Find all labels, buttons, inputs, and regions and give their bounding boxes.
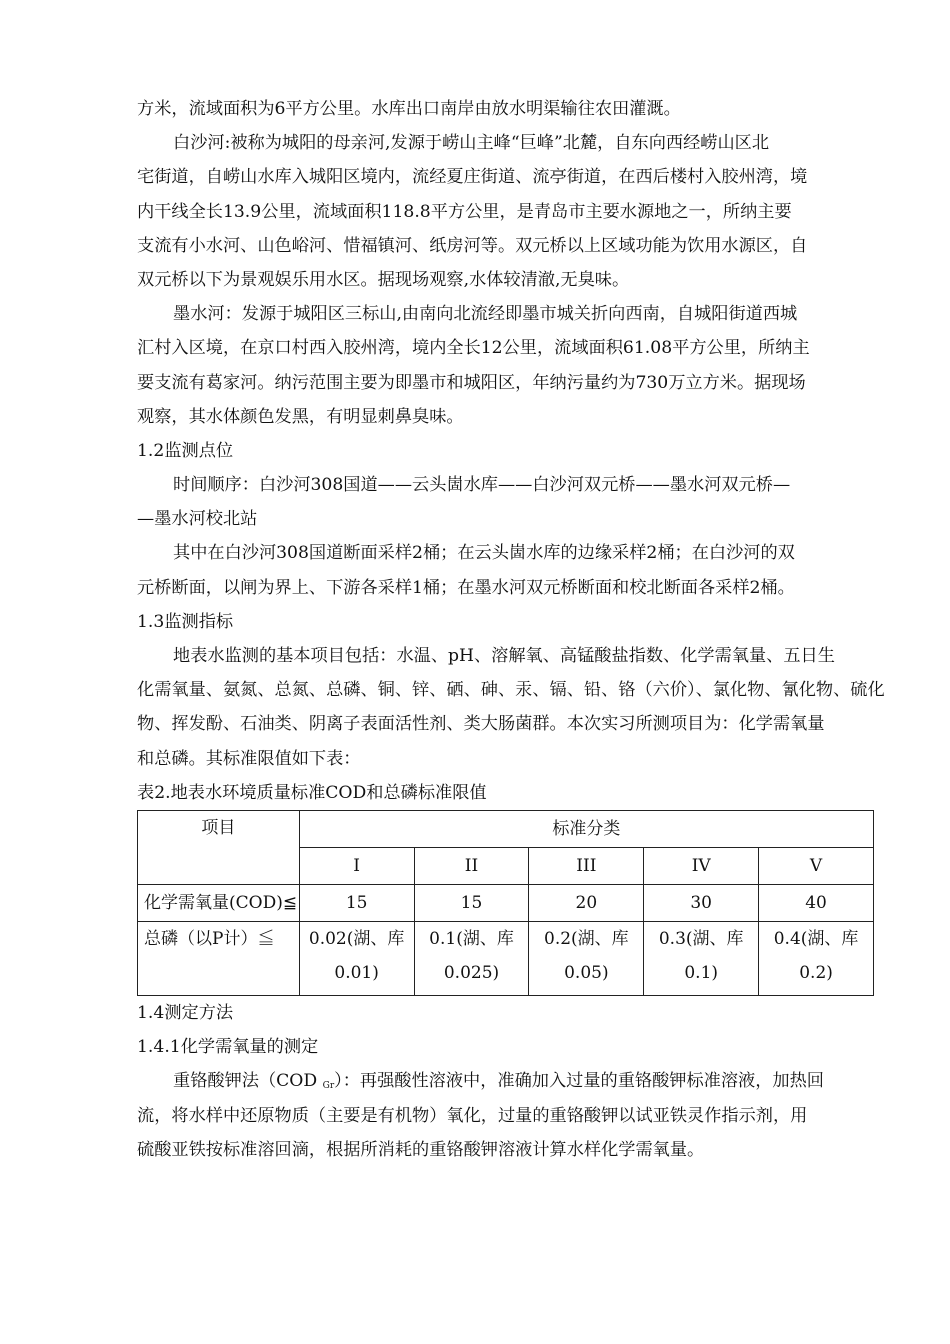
paragraph-line: 元桥断面，以闸为界上、下游各采样1桶；在墨水河双元桥断面和校北断面各采样2桶。 bbox=[137, 577, 795, 598]
cell-line: 0.2(湖、库 bbox=[544, 928, 629, 949]
section-heading: 1.2监测点位 bbox=[137, 440, 234, 461]
paragraph-line: —墨水河校北站 bbox=[137, 509, 258, 530]
cell-line: 0.1) bbox=[684, 962, 719, 983]
table-caption: 表2.地表水环境质量标准COD和总磷标准限值 bbox=[137, 782, 487, 803]
paragraph-line: 流，将水样中还原物质（主要是有机物）氧化，过量的重铬酸钾以试亚铁灵作指示剂，用 bbox=[137, 1105, 808, 1126]
cell-line: 0.3(湖、库 bbox=[658, 928, 744, 949]
paragraph-line: 墨水河：发源于城阳区三标山,由南向北流经即墨市城关折向西南，自城阳街道西城 bbox=[173, 304, 798, 325]
table-cell: 15 bbox=[414, 884, 529, 921]
paragraph-line: 其中在白沙河308国道断面采样2桶；在云头崮水库的边缘采样2桶；在白沙河的双 bbox=[173, 543, 795, 564]
paragraph-line: 要支流有葛家河。纳污范围主要为即墨市和城阳区，年纳污量约为730万立方米。据现场 bbox=[137, 372, 806, 393]
paragraph-line: 双元桥以下为景观娱乐用水区。据现场观察,水体较清澈,无臭味。 bbox=[137, 269, 630, 290]
paragraph-line: 宅街道，自崂山水库入城阳区境内，流经夏庄街道、流亭街道，在西后楼村入胶州湾，境 bbox=[137, 167, 808, 188]
header-item-cell: 项目 bbox=[138, 810, 300, 884]
paragraph-line: 地表水监测的基本项目包括：水温、pH、溶解氧、高锰酸盐指数、化学需氧量、五日生 bbox=[173, 646, 835, 666]
paragraph-line: 化需氧量、氨氮、总氮、总磷、铜、锌、硒、砷、汞、镉、铅、铬（六价）、氯化物、氰化物、硫化 bbox=[137, 680, 885, 701]
paragraph-line: 汇村入区境，在京口村西入胶州湾，境内全长12公里，流域面积61.08平方公里，所纳主 bbox=[137, 338, 810, 359]
cell-line: 0.2) bbox=[799, 962, 833, 983]
table-cell bbox=[644, 921, 759, 995]
paragraph-line: 白沙河:被称为城阳的母亲河,发源于崂山主峰“巨峰”北麓，自东向西经崂山区北 bbox=[173, 133, 770, 154]
class-header: V bbox=[759, 847, 874, 884]
table-cell: 20 bbox=[529, 884, 644, 921]
paragraph-line: 硫酸亚铁按标准溶回滴，根据所消耗的重铬酸钾溶液计算水样化学需氧量。 bbox=[137, 1139, 705, 1160]
paragraph-line: 物、挥发酚、石油类、阴离子表面活性剂、类大肠菌群。本次实习所测项目为：化学需氧量 bbox=[137, 714, 825, 735]
section-heading: 1.4测定方法 bbox=[137, 1002, 234, 1023]
table-cell: 40 bbox=[759, 884, 874, 921]
cell-line: 0.01) bbox=[334, 962, 379, 983]
paragraph-line bbox=[137, 1064, 874, 1098]
paragraph-line: 观察，其水体颜色发黑，有明显刺鼻臭味。 bbox=[137, 406, 464, 427]
paragraph-line: 内干线全长13.9公里，流域面积118.8平方公里，是青岛市主要水源地之一，所纳主要 bbox=[137, 201, 792, 222]
paragraph-line: 和总磷。其标准限值如下表： bbox=[137, 748, 361, 769]
document-page bbox=[137, 92, 885, 1167]
paragraph-line: 方米，流域面积为6平方公里。水库出口南岸由放水明渠输往农田灌溉。 bbox=[137, 99, 681, 119]
paragraph-line: 支流有小水河、山色峪河、惜福镇河、纸房河等。双元桥以上区域功能为饮用水源区，自 bbox=[137, 235, 808, 256]
class-header: IV bbox=[644, 847, 759, 884]
cell-line: 0.025) bbox=[443, 962, 500, 983]
table-cell bbox=[759, 921, 874, 995]
standards-table bbox=[137, 810, 874, 996]
class-header: II bbox=[414, 847, 529, 884]
row-label-tp: 总磷（以P计）≦ bbox=[138, 921, 300, 995]
cell-line: 0.1(湖、库 bbox=[429, 928, 514, 949]
header-class-cell: 标准分类 bbox=[299, 810, 873, 847]
class-header: I bbox=[299, 847, 414, 884]
table-cell bbox=[529, 921, 644, 995]
method-suffix: ）：再强酸性溶液中，准确加入过量的重铬酸钾标准溶液，加热回 bbox=[334, 1071, 824, 1092]
cell-line: 0.4(湖、库 bbox=[773, 928, 859, 949]
table-cell: 15 bbox=[299, 884, 414, 921]
subsection-heading: 1.4.1化学需氧量的测定 bbox=[137, 1037, 319, 1058]
cod-subscript: Gr bbox=[322, 1081, 335, 1092]
cell-line: 0.05) bbox=[564, 962, 609, 983]
section-heading: 1.3监测指标 bbox=[137, 611, 234, 632]
table-cell: 30 bbox=[644, 884, 759, 921]
method-prefix: 重铬酸钾法（COD bbox=[173, 1071, 323, 1092]
paragraph-line: 时间顺序：白沙河308国道——云头崮水库——白沙河双元桥——墨水河双元桥— bbox=[173, 475, 791, 496]
table-cell bbox=[299, 921, 414, 995]
cell-line: 0.02(湖、库 bbox=[308, 928, 405, 949]
class-header: III bbox=[529, 847, 644, 884]
table-cell bbox=[414, 921, 529, 995]
row-label-cod: 化学需氧量(COD)≦ bbox=[138, 884, 300, 921]
